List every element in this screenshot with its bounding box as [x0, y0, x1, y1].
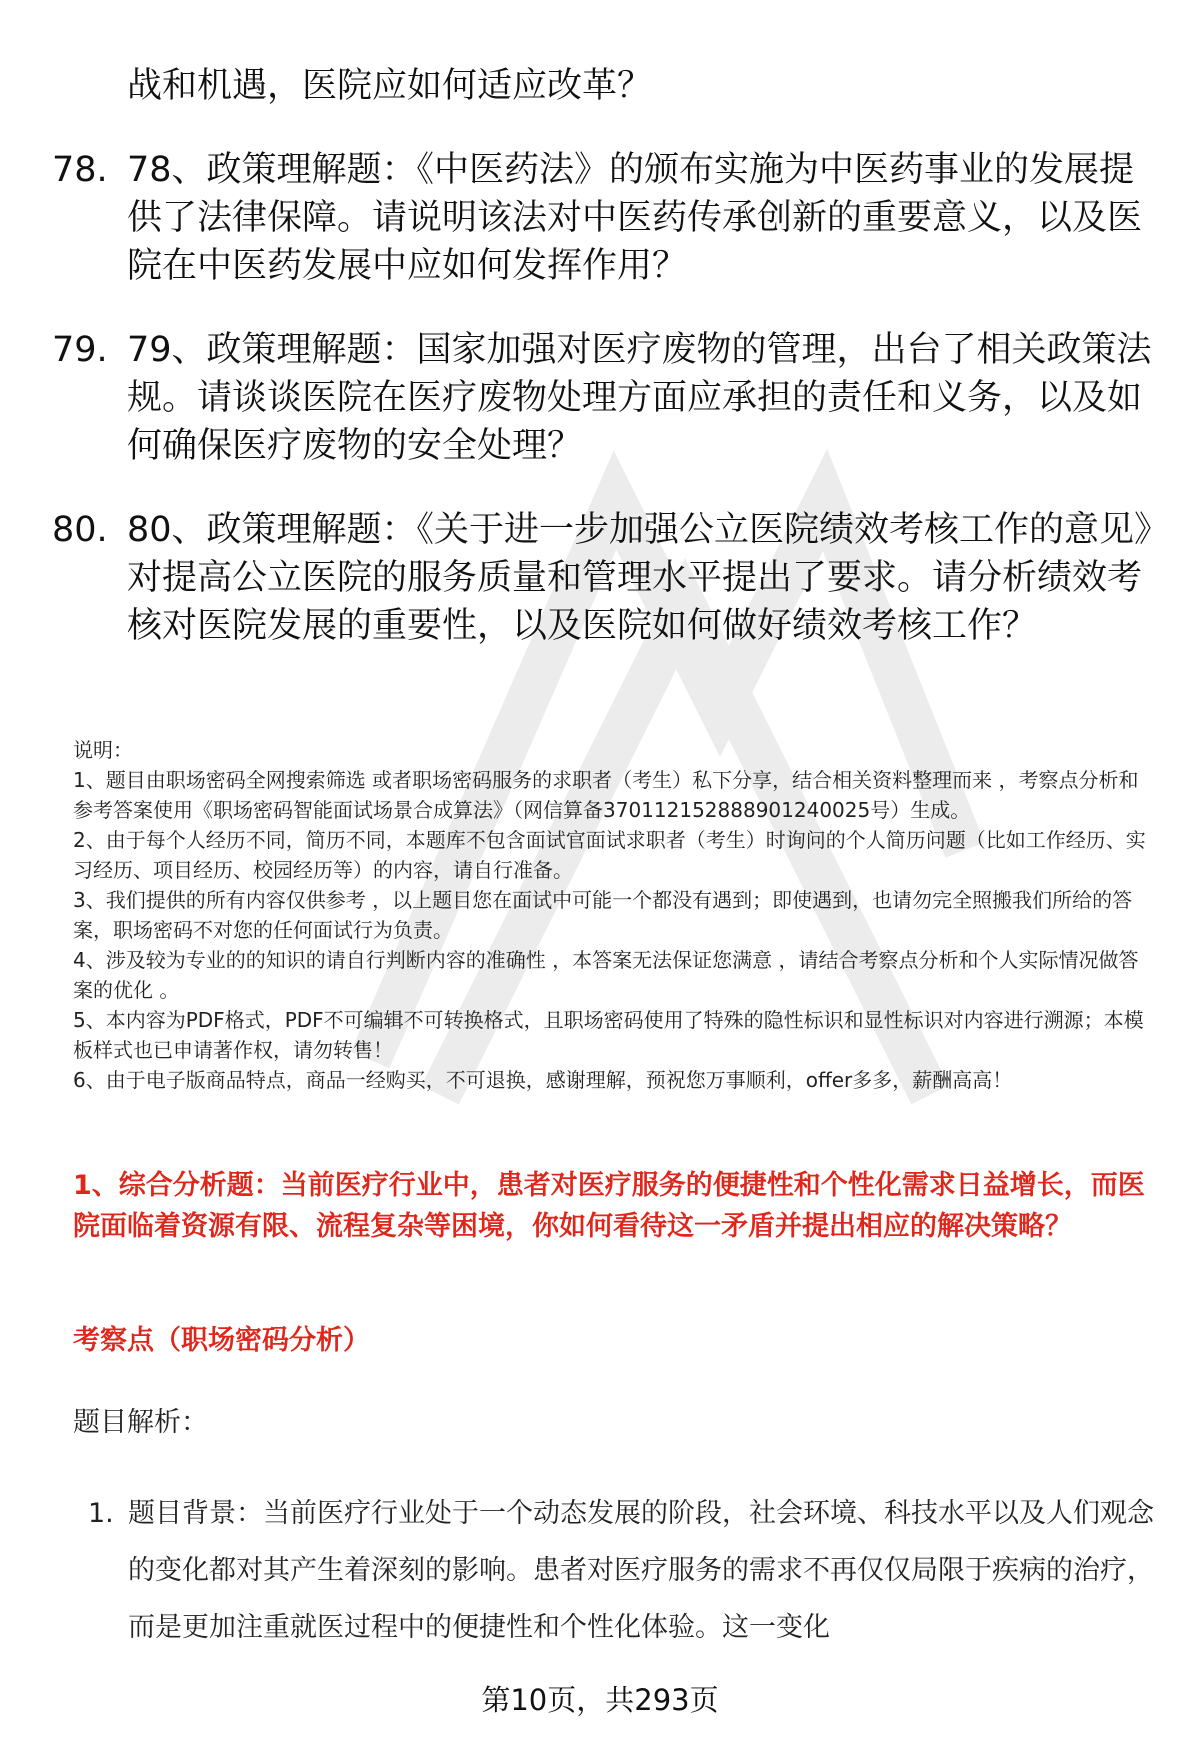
question-text: 78、政策理解题：《中医药法》的颁布实施为中医药事业的发展提供了法律保障。请说明该法对中医药传承创新的重要意义，以及医院在中医药发展中应如何发挥作用？: [127, 150, 1143, 286]
page-footer: 第10页，共293页: [481, 1683, 719, 1717]
notes-section: [73, 735, 1158, 1095]
section-heading: 1、综合分析题：当前医疗行业中，患者对医疗服务的便捷性和个性化需求日益增长，而医院面临着资源有限、流程复杂等困境，你如何看待这一矛盾并提出相应的解决策略？: [73, 1170, 1145, 1242]
analysis-label: 题目解析：: [73, 1407, 208, 1438]
question-text: 战和机遇，医院应如何适应改革？: [127, 66, 653, 106]
note-item: 3、我们提供的所有内容仅供参考 ，以上题目您在面试中可能一个都没有遇到；即使遇到，也请勿完全照搬我们所给的答案，职场密码不对您的任何面试行为负责。: [73, 888, 1133, 942]
note-item: 5、本内容为PDF格式，PDF不可编辑不可转换格式，且职场密码使用了特殊的隐性标识和显性标识对内容进行溯源；本模板样式也已申请著作权，请勿转售！: [73, 1008, 1144, 1062]
question-80: [52, 506, 1152, 650]
question-78: [52, 146, 1152, 290]
note-item: 1、题目由职场密码全网搜索筛选 或者职场密码服务的求职者（考生）私下分享，结合相关资料整理而来 ，考察点分析和参考答案使用《职场密码智能面试场景合成算法》（网信算备370112152888901240025号）生成。: [73, 768, 1139, 822]
analysis-item: [88, 1485, 1158, 1656]
note-item: 2、由于每个人经历不同，简历不同，本题库不包含面试官面试求职者（考生）时询问的个人简历问题（比如工作经历、实习经历、项目经历、校园经历等）的内容，请自行准备。: [73, 828, 1146, 882]
notes-title: 说明：: [73, 738, 133, 762]
question-number: 80.: [52, 510, 108, 550]
section-subheading: 考察点（职场密码分析）: [73, 1325, 370, 1356]
item-text: 题目背景：当前医疗行业处于一个动态发展的阶段，社会环境、科技水平以及人们观念的变化都对其产生着深刻的影响。患者对医疗服务的需求不再仅仅局限于疾病的治疗，而是更加注重就医过程中的便捷性和个性化体验。这一变化: [128, 1498, 1154, 1643]
question-number: 79.: [52, 330, 108, 370]
question-79: [52, 326, 1152, 470]
note-item: 6、由于电子版商品特点，商品一经购买，不可退换，感谢理解，预祝您万事顺利，offer多多，薪酬高高！: [73, 1068, 1013, 1092]
item-number: 1.: [88, 1498, 114, 1529]
question-continuation: [52, 62, 1152, 110]
question-text: 79、政策理解题：国家加强对医疗废物的管理，出台了相关政策法规。请谈谈医院在医疗废物处理方面应承担的责任和义务，以及如何确保医疗废物的安全处理？: [127, 330, 1152, 466]
question-text: 80、政策理解题：《关于进一步加强公立医院绩效考核工作的意见》对提高公立医院的服务质量和管理水平提出了要求。请分析绩效考核对医院发展的重要性，以及医院如何做好绩效考核工作？: [127, 510, 1152, 646]
question-number: 78.: [52, 150, 108, 190]
note-item: 4、涉及较为专业的的知识的请自行判断内容的准确性 ，本答案无法保证您满意 ，请结合考察点分析和个人实际情况做答案的优化 。: [73, 948, 1139, 1002]
